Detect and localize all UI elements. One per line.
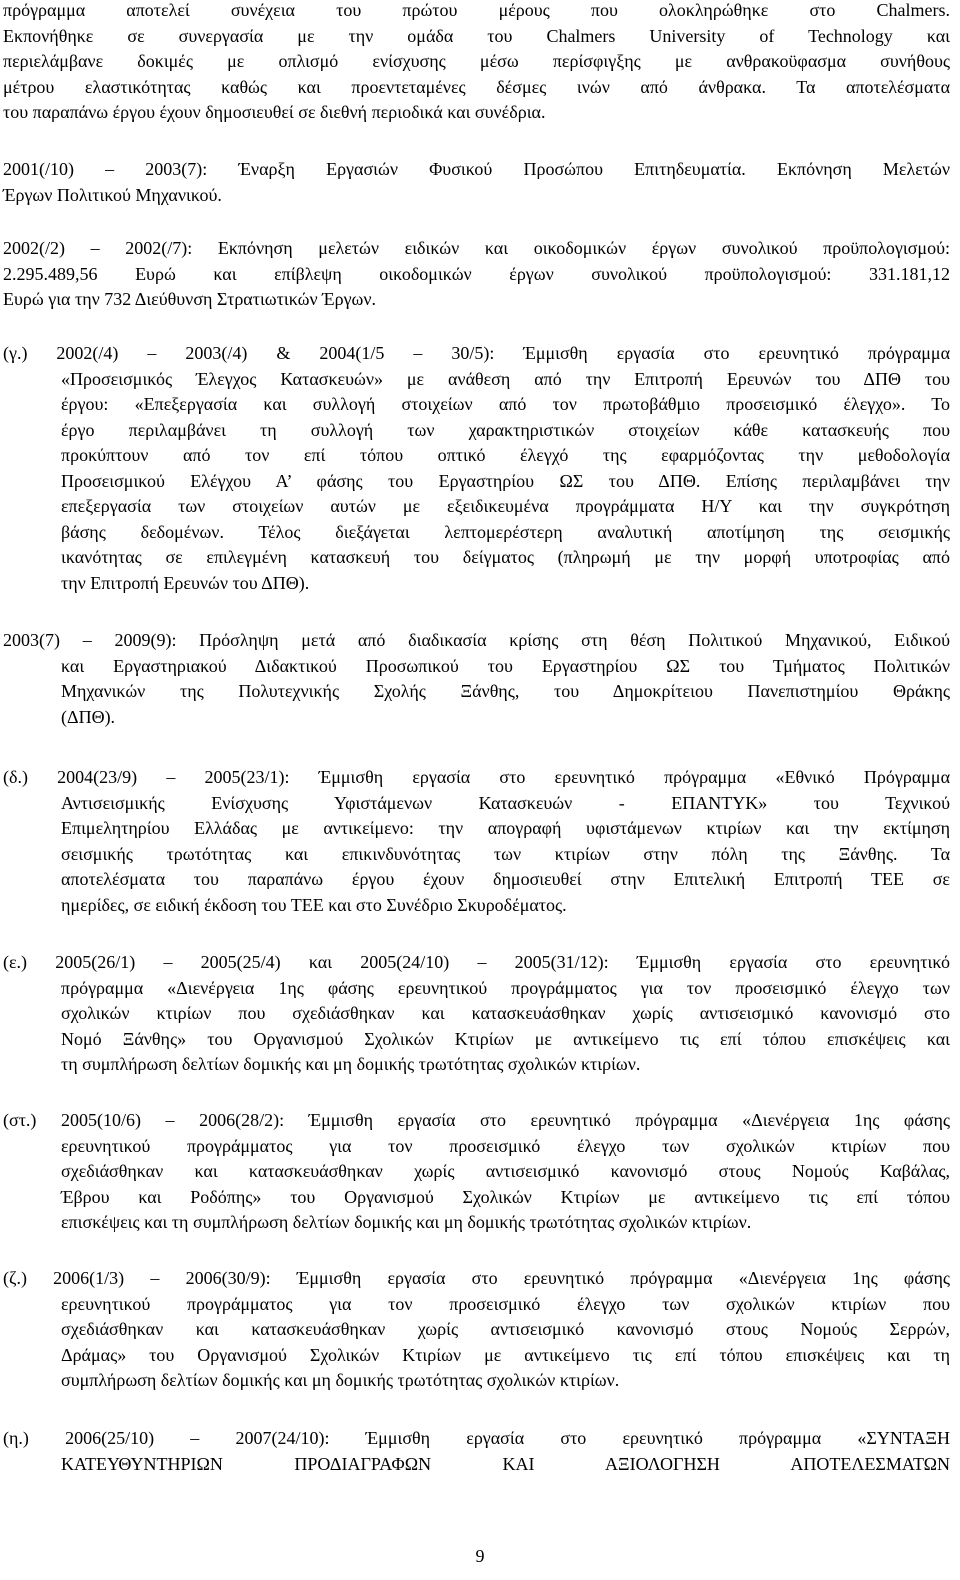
text-line: περιελάμβανε δοκιμές με οπλισμό ενίσχυσης μέσω περίσφιγξης με ανθρακοϋφασμα συνήθους (3, 51, 950, 71)
text-line: Νομό Ξάνθης» του Οργανισμού Σχολικών Κτιρίων με αντικείμενο τις επί τόπου επισκέψεις και (61, 1028, 950, 1049)
paragraph (0, 765, 960, 918)
paragraph (0, 0, 960, 126)
text-line: 2002(/2) – 2002(/7): Εκπόνηση μελετών ειδικών και οικοδομικών έργων συνολικού προϋπολογισμού: (3, 238, 950, 258)
paragraph (0, 236, 960, 313)
text-line: Μηχανικών της Πολυτεχνικής Σχολής Ξάνθης, του Δημοκρίτειου Πανεπιστημίου Θράκης (61, 681, 950, 701)
text-line: 2.295.489,56 Ευρώ και επίβλεψη οικοδομικών έργων συνολικού προϋπολογισμού: 331.181,12 (3, 263, 950, 284)
text-line: τη συμπλήρωση δελτίων δομικής και μη δομικής τρωτότητας σχολικών κτιρίων. (61, 1054, 641, 1074)
text-line: ημερίδες, σε ειδική έκδοση του ΤΕΕ και στο Συνέδριο Σκυροδέματος. (61, 894, 567, 915)
text-line: αποτελέσματα του παραπάνω έργου έχουν δημοσιευθεί στην Επιτελική Επιτροπή ΤΕΕ σε (61, 869, 950, 889)
text-line: Έβρου και Ροδόπης» του Οργανισμού Σχολικών Κτιρίων με αντικείμενο τις επί τόπου (61, 1186, 950, 1207)
paragraph (0, 341, 960, 596)
text-line: ΚΑΤΕΥΘΥΝΤΗΡΙΩΝ ΠΡΟΔΙΑΓΡΑΦΩΝ ΚΑΙ ΑΞΙΟΛΟΓΗΣΗ ΑΠΟΤΕΛΕΣΜΑΤΩΝ (61, 1453, 950, 1474)
paragraph (0, 628, 960, 730)
text-line: Εκπονήθηκε σε συνεργασία με την ομάδα του Chalmers University of Technology και (3, 25, 950, 46)
text-line: (στ.) 2005(10/6) – 2006(28/2): Έμμισθη εργασία στο ερευνητικό πρόγραμμα «Διενέργεια 1ης φάσης (3, 1110, 950, 1130)
text-line: μέτρου ελαστικότητας καθώς και προεντεταμένες δέσμες ινών από άνθρακα. Τα αποτελέσματα (3, 76, 950, 97)
text-line: ικανότητας σε επιλεγμένη κατασκευή του δείγματος (πληρωμή με την μορφή υποτροφίας από (61, 547, 950, 567)
text-line: σχεδιάσθηκαν και κατασκευάσθηκαν χωρίς αντισεισμικό κανονισμό στους Νομούς Σερρών, (61, 1319, 950, 1339)
text-line: (ε.) 2005(26/1) – 2005(25/4) και 2005(24/10) – 2005(31/12): Έμμισθη εργασία στο ερευνητικό (3, 952, 950, 972)
text-line: πρόγραμμα «Διενέργεια 1ης φάσης ερευνητικού προγράμματος για τον προσεισμικό έλεγχο των (61, 977, 950, 998)
text-line: (ΔΠΘ). (61, 706, 116, 727)
text-line: συμπλήρωση δελτίων δομικής και μη δομικής τρωτότητας σχολικών κτιρίων. (61, 1370, 620, 1390)
text-line: προκύπτουν από τον επί τόπου οπτικό έλεγχό της εφαρμόζοντας την μεθοδολογία (61, 445, 950, 465)
text-line: Δράμας» του Οργανισμού Σχολικών Κτιρίων με αντικείμενο τις επί τόπου επισκέψεις και τη (61, 1344, 950, 1365)
text-line: σχεδιάσθηκαν και κατασκευάσθηκαν χωρίς αντισεισμικό κανονισμό στους Νομούς Καβάλας, (61, 1161, 950, 1181)
paragraph (0, 1108, 960, 1236)
text-line: σεισμικής τρωτότητας και επικινδυνότητας των κτιρίων στην πόλη της Ξάνθης. Τα (61, 843, 950, 864)
text-line: 2003(7) – 2009(9): Πρόσληψη μετά από διαδικασία κρίσης στη θέση Πολιτικού Μηχανικού, Ειδικού (3, 630, 950, 650)
text-line: Έργων Πολιτικού Μηχανικού. (3, 184, 222, 205)
text-line: «Προσεισμικός Έλεγχος Κατασκευών» με ανάθεση από την Επιτροπή Ερευνών του ΔΠΘ του (61, 368, 950, 389)
text-line: την Επιτροπή Ερευνών του ΔΠΘ). (61, 572, 310, 593)
text-line: επεξεργασία των στοιχείων αυτών με εξειδικευμένα προγράμματα Η/Υ και την συγκρότηση (61, 496, 950, 516)
text-line: σχολικών κτιρίων που σχεδιάσθηκαν και κατασκευάσθηκαν χωρίς αντισεισμικό κανονισμό στο (61, 1003, 950, 1023)
text-line: ερευνητικού προγράμματος για τον προσεισμικό έλεγχο των σχολικών κτιρίων που (61, 1293, 950, 1314)
text-line: Αντισεισμικής Ενίσχυσης Υφιστάμενων Κατασκευών - ΕΠΑΝΤΥΚ» του Τεχνικού (61, 792, 950, 813)
text-line: Ευρώ για την 732 Διεύθυνση Στρατιωτικών Έργων. (3, 289, 377, 309)
paragraph (0, 950, 960, 1078)
text-line: Επιμελητηρίου Ελλάδας με αντικείμενο: την απογραφή υφιστάμενων κτιρίων και την εκτίμηση (61, 818, 950, 838)
text-line: (γ.) 2002(/4) – 2003(/4) & 2004(1/5 – 30/5): Έμμισθη εργασία στο ερευνητικό πρόγραμμα (3, 343, 950, 363)
text-line: έργου: «Επεξεργασία και συλλογή στοιχείων από τον πρωτοβάθμιο προσεισμικό έλεγχο». Το (61, 394, 950, 414)
page-number: 9 (475, 1546, 485, 1566)
text-line: έργο περιλαμβάνει τη συλλογή των χαρακτηριστικών στοιχείων κάθε κατασκευής που (61, 419, 950, 440)
paragraph (0, 1426, 960, 1477)
text-line: 2001(/10) – 2003(7): Έναρξη Εργασιών Φυσικού Προσώπου Επιτηδευματία. Εκπόνηση Μελετών (3, 159, 950, 179)
text-line: (δ.) 2004(23/9) – 2005(23/1): Έμμισθη εργασία στο ερευνητικό πρόγραμμα «Εθνικό Πρόγραμμα (3, 767, 950, 787)
text-line: βάσης δεδομένων. Τέλος διεξάγεται λεπτομερέστερη αναλυτική αποτίμηση της σεισμικής (61, 521, 950, 542)
paragraph (0, 1266, 960, 1394)
text-line: και Εργαστηριακού Διδακτικού Προσωπικού του Εργαστηρίου ΩΣ του Τμήματος Πολιτικών (61, 655, 950, 676)
paragraph (0, 157, 960, 208)
text-line: πρόγραμμα αποτελεί συνέχεια του πρώτου μέρους που ολοκληρώθηκε στο Chalmers. (3, 0, 950, 20)
text-line: (η.) 2006(25/10) – 2007(24/10): Έμμισθη εργασία στο ερευνητικό πρόγραμμα «ΣΥΝΤΑΞΗ (3, 1428, 950, 1448)
text-line: ερευνητικού προγράμματος για τον προσεισμικό έλεγχο των σχολικών κτιρίων που (61, 1135, 950, 1156)
text-line: (ζ.) 2006(1/3) – 2006(30/9): Έμμισθη εργασία στο ερευνητικό πρόγραμμα «Διενέργεια 1ης φάσης (3, 1268, 950, 1288)
text-line: επισκέψεις και τη συμπλήρωση δελτίων δομικής και μη δομικής τρωτότητας σχολικών κτιρίων. (61, 1212, 752, 1232)
text-line: Προσεισμικού Ελέγχου Α’ φάσης του Εργαστηρίου ΩΣ του ΔΠΘ. Επίσης περιλαμβάνει την (61, 470, 950, 491)
text-line: του παραπάνω έργου έχουν δημοσιευθεί σε διεθνή περιοδικά και συνέδρια. (3, 102, 546, 122)
